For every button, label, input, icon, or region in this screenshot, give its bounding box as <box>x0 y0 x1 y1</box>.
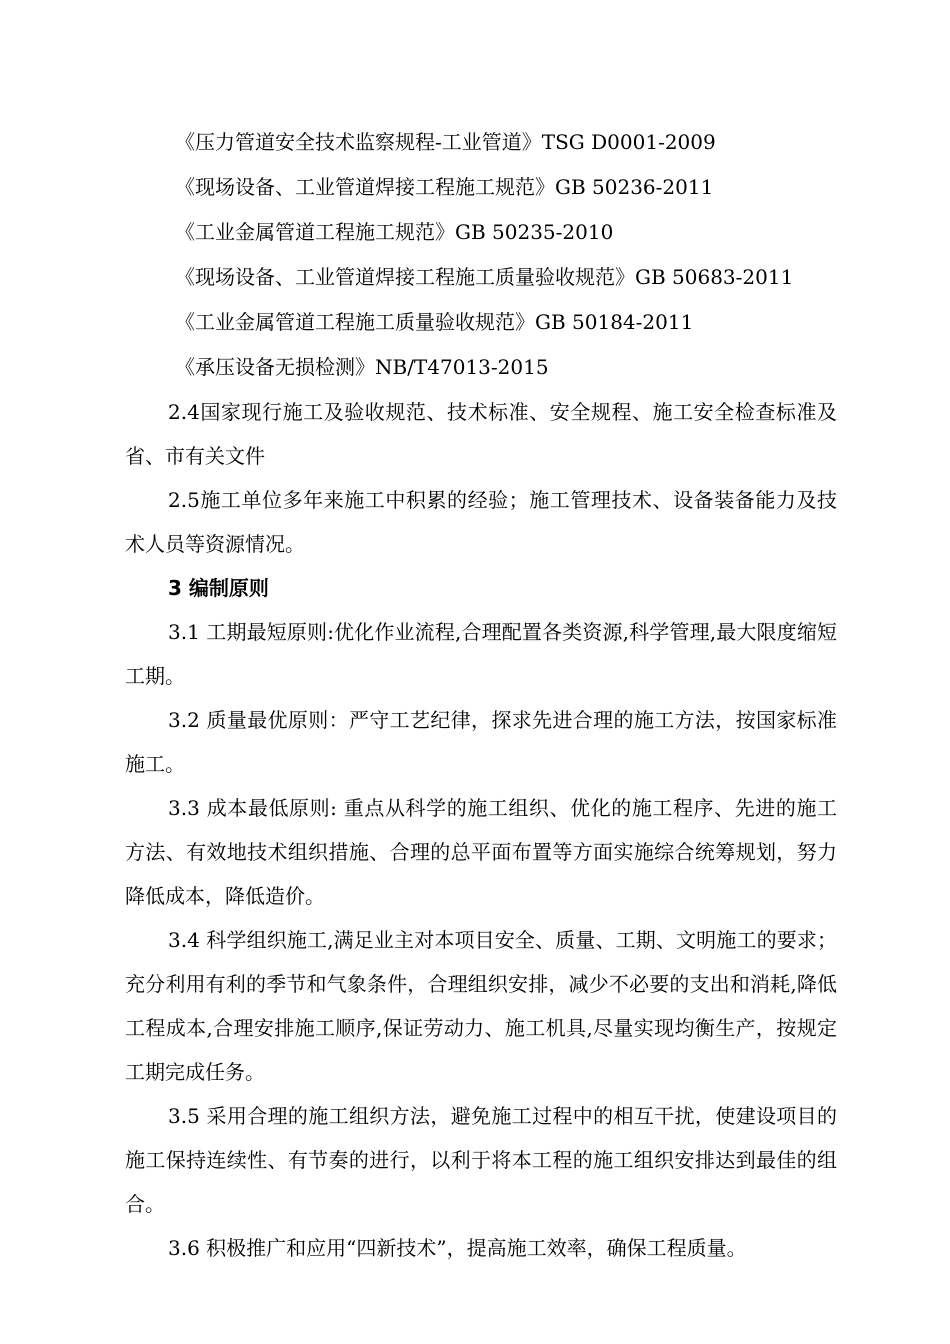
principle-paragraph: 3.2 质量最优原则：严守工艺纪律，探求先进合理的施工方法，按国家标准施工。 <box>125 708 837 776</box>
reference-item: 《承压设备无损检测》NB/T47013-2015 <box>175 355 549 379</box>
document-page <box>125 120 837 1270</box>
reference-item: 《工业金属管道工程施工规范》GB 50235-2010 <box>175 220 614 244</box>
reference-item: 《工业金属管道工程施工质量验收规范》GB 50184-2011 <box>175 310 694 334</box>
section-heading: 3 编制原则 <box>168 576 269 600</box>
principle-paragraph: 3.4 科学组织施工,满足业主对本项目安全、质量、工期、文明施工的要求；充分利用有利的季节和气象条件，合理组织安排，减少不必要的支出和消耗,降低工程成本,合理安排施工顺序,保证劳动力、施工机具,尽量实现均衡生产，按规定工期完成任务。 <box>125 928 837 1084</box>
principle-paragraph: 3.5 采用合理的施工组织方法，避免施工过程中的相互干扰，使建设项目的施工保持连续性、有节奏的进行，以利于将本工程的施工组织安排达到最佳的组合。 <box>125 1104 837 1216</box>
reference-item: 《现场设备、工业管道焊接工程施工规范》GB 50236-2011 <box>175 175 714 199</box>
principle-paragraph: 3.6 积极推广和应用“四新技术”，提高施工效率，确保工程质量。 <box>168 1236 747 1260</box>
reference-item: 《现场设备、工业管道焊接工程施工质量验收规范》GB 50683-2011 <box>175 265 794 289</box>
basis-paragraph: 2.5施工单位多年来施工中积累的经验；施工管理技术、设备装备能力及技术人员等资源情况。 <box>125 488 837 556</box>
basis-paragraph: 2.4国家现行施工及验收规范、技术标准、安全规程、施工安全检查标准及省、市有关文件 <box>125 400 837 468</box>
principle-paragraph: 3.3 成本最低原则: 重点从科学的施工组织、优化的施工程序、先进的施工方法、有效地技术组织措施、合理的总平面布置等方面实施综合统筹规划，努力降低成本，降低造价。 <box>125 796 837 908</box>
principle-paragraph: 3.1 工期最短原则:优化作业流程,合理配置各类资源,科学管理,最大限度缩短工期。 <box>125 620 837 688</box>
reference-item: 《压力管道安全技术监察规程-工业管道》TSG D0001-2009 <box>175 130 716 154</box>
